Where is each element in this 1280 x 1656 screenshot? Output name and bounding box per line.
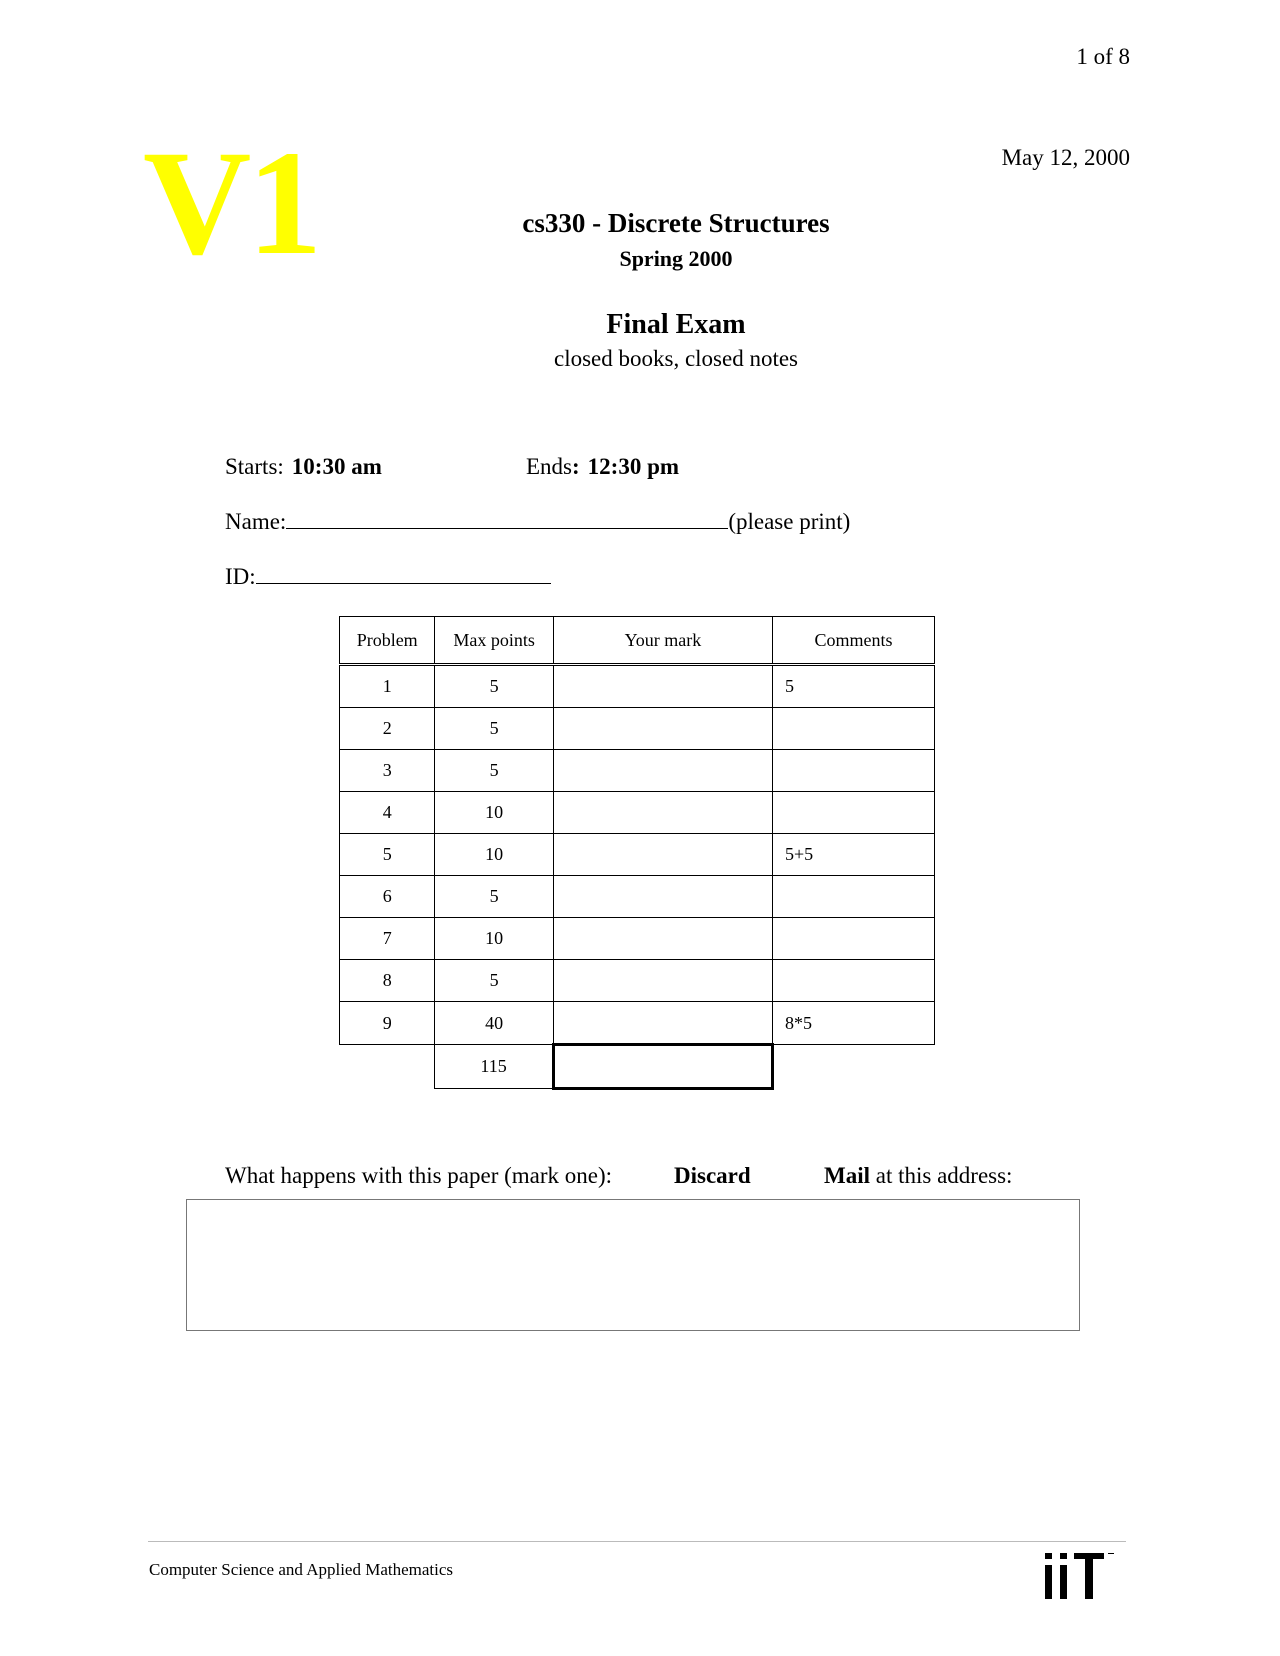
table-row — [340, 876, 935, 918]
max-points: 5 — [435, 708, 553, 750]
table-row — [340, 792, 935, 834]
total-max-points: 115 — [435, 1045, 553, 1089]
course-title: cs330 - Discrete Structures — [522, 208, 830, 238]
problem-number: 7 — [340, 918, 435, 960]
exam-date: May 12, 2000 — [1001, 145, 1130, 170]
end-time-label: Ends — [526, 454, 572, 479]
problem-number: 3 — [340, 750, 435, 792]
start-time-value: 10:30 am — [291, 454, 382, 479]
disposition-question: What happens with this paper (mark one): — [225, 1163, 613, 1188]
your-mark-cell[interactable] — [553, 750, 772, 792]
exam-note: closed books, closed notes — [553, 346, 798, 371]
total-mark-cell[interactable] — [553, 1045, 772, 1089]
problem-number: 5 — [340, 834, 435, 876]
problem-number: 6 — [340, 876, 435, 918]
mail-option-label: Mail — [824, 1163, 870, 1188]
your-mark-cell[interactable] — [553, 834, 772, 876]
table-row — [340, 708, 935, 750]
mail-option[interactable] — [824, 1163, 1012, 1189]
semester: Spring 2000 — [619, 246, 733, 271]
table-row — [340, 750, 935, 792]
table-row — [340, 665, 935, 708]
iit-logo-icon — [1045, 1553, 1115, 1599]
header-max-points: Max points — [435, 617, 553, 665]
problem-number: 4 — [340, 792, 435, 834]
problem-number: 2 — [340, 708, 435, 750]
max-points: 10 — [435, 834, 553, 876]
comment-cell: 5+5 — [773, 834, 935, 876]
comment-cell — [773, 918, 935, 960]
problem-number: 8 — [340, 960, 435, 1002]
id-field[interactable] — [256, 563, 551, 584]
header-problem: Problem — [340, 617, 435, 665]
name-line — [225, 508, 850, 535]
problem-number: 1 — [340, 665, 435, 708]
your-mark-cell[interactable] — [553, 876, 772, 918]
grade-table-header — [340, 617, 935, 665]
start-time-label: Starts: — [225, 454, 284, 479]
name-hint: (please print) — [728, 509, 851, 534]
header-your-mark: Your mark — [553, 617, 772, 665]
mailing-address-box[interactable] — [186, 1199, 1080, 1331]
total-spacer — [340, 1045, 435, 1089]
your-mark-cell[interactable] — [553, 792, 772, 834]
end-time — [526, 454, 679, 480]
start-time — [225, 454, 382, 480]
page-number: 1 of 8 — [1076, 44, 1130, 69]
comment-cell: 5 — [773, 665, 935, 708]
max-points: 5 — [435, 750, 553, 792]
max-points: 10 — [435, 918, 553, 960]
discard-option[interactable]: Discard — [674, 1163, 751, 1188]
footer-divider — [148, 1541, 1126, 1542]
max-points: 5 — [435, 876, 553, 918]
your-mark-cell[interactable] — [553, 665, 772, 708]
comment-cell — [773, 708, 935, 750]
your-mark-cell[interactable] — [553, 1002, 772, 1045]
name-label: Name: — [225, 509, 287, 534]
id-line — [225, 563, 551, 590]
comment-cell — [773, 792, 935, 834]
comment-cell: 8*5 — [773, 1002, 935, 1045]
your-mark-cell[interactable] — [553, 918, 772, 960]
version-mark: V1 — [143, 120, 319, 286]
end-time-colon: : — [572, 454, 580, 479]
table-row — [340, 960, 935, 1002]
grade-table — [339, 616, 935, 1090]
your-mark-cell[interactable] — [553, 960, 772, 1002]
table-total-row — [340, 1045, 935, 1089]
max-points: 5 — [435, 960, 553, 1002]
table-row — [340, 834, 935, 876]
exam-title: Final Exam — [606, 309, 746, 340]
name-field[interactable] — [286, 508, 728, 529]
total-spacer — [773, 1045, 935, 1089]
header-comments: Comments — [773, 617, 935, 665]
table-row — [340, 1002, 935, 1045]
comment-cell — [773, 960, 935, 1002]
max-points: 40 — [435, 1002, 553, 1045]
max-points: 5 — [435, 665, 553, 708]
problem-number: 9 — [340, 1002, 435, 1045]
id-label: ID: — [225, 564, 256, 589]
table-row — [340, 918, 935, 960]
max-points: 10 — [435, 792, 553, 834]
comment-cell — [773, 876, 935, 918]
mail-option-text: at this address: — [870, 1163, 1013, 1188]
your-mark-cell[interactable] — [553, 708, 772, 750]
comment-cell — [773, 750, 935, 792]
end-time-value: 12:30 pm — [587, 454, 680, 479]
footer-department: Computer Science and Applied Mathematics — [149, 1560, 454, 1579]
